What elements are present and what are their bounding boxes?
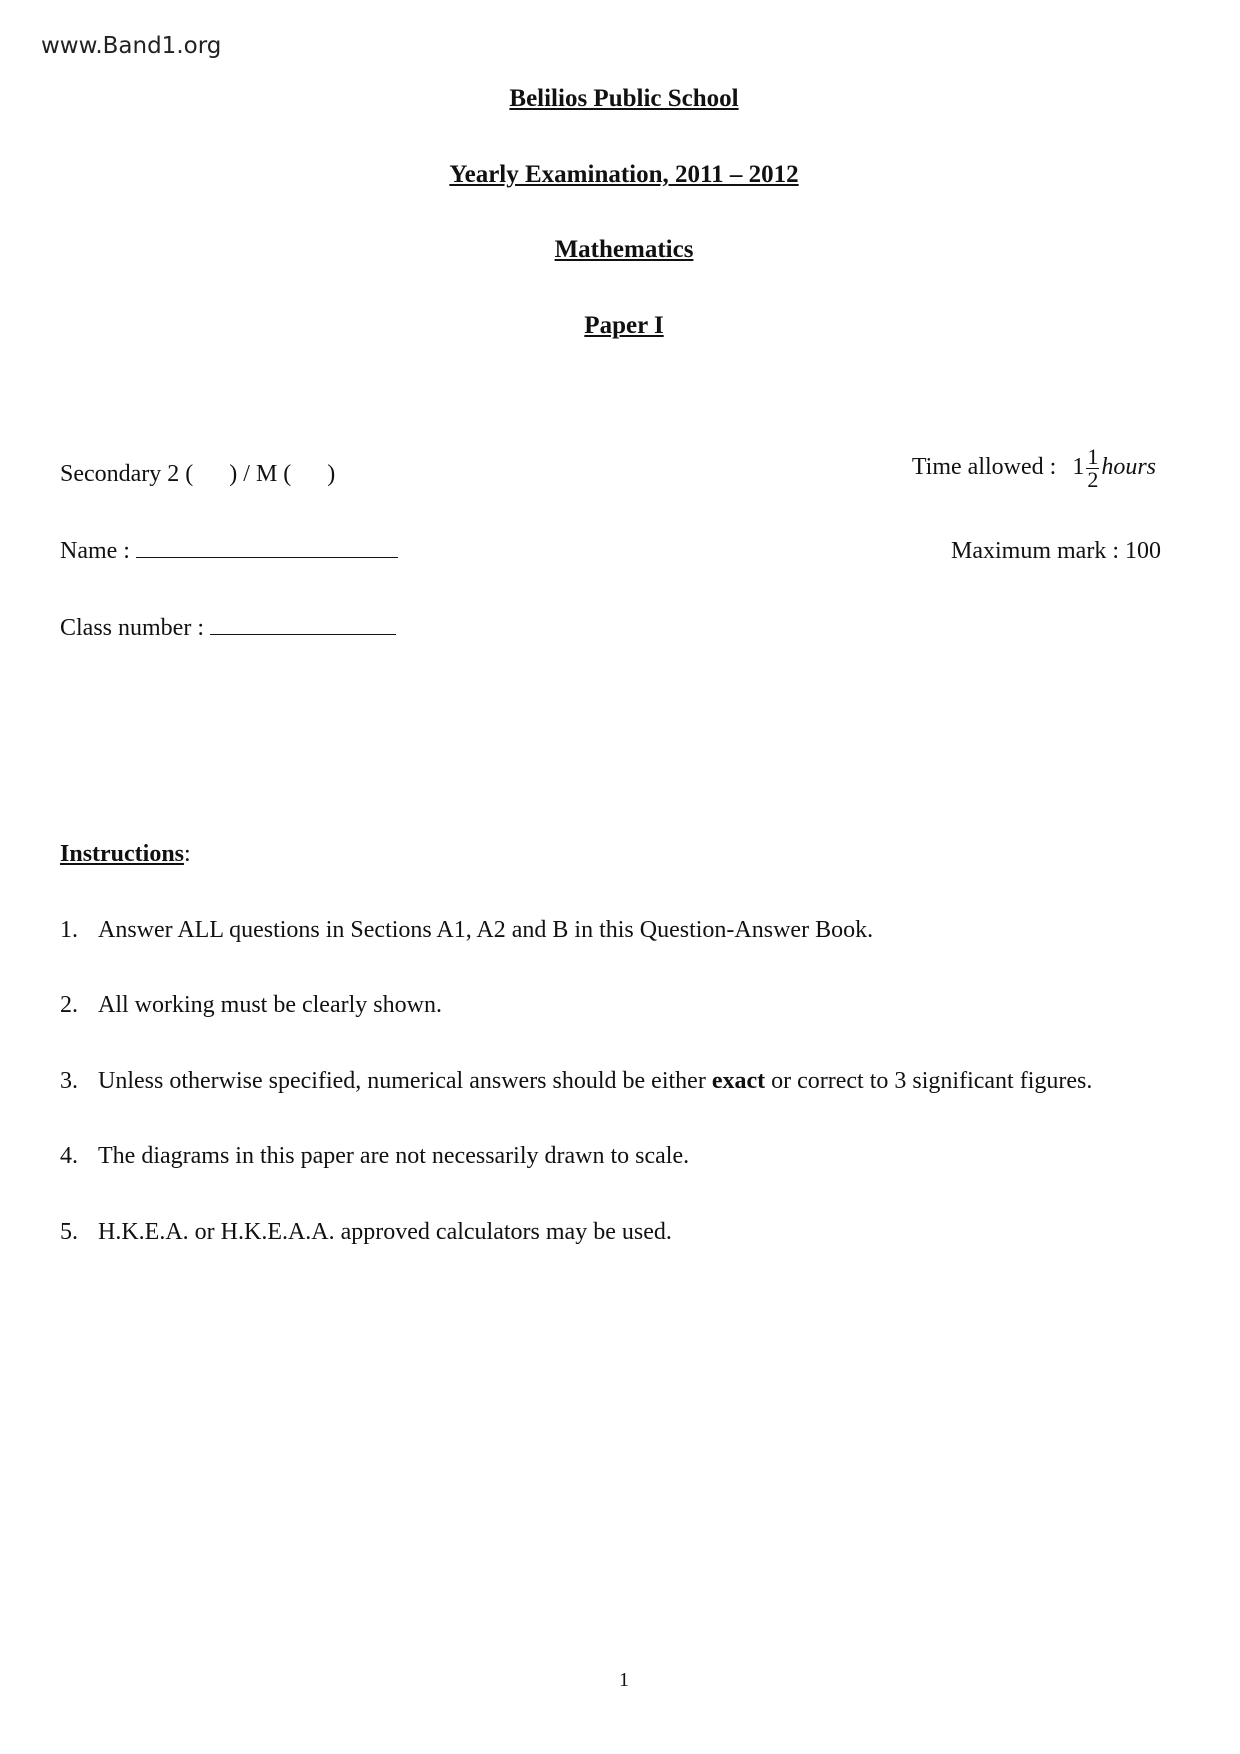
class-number-field[interactable] <box>60 616 396 640</box>
item-text-bold: exact <box>711 1068 766 1094</box>
item-number: 3. <box>60 1068 78 1094</box>
instruction-item-3 <box>60 1069 1092 1093</box>
instruction-item-4 <box>60 1144 689 1168</box>
instructions-heading-text: Instructions <box>60 841 185 867</box>
fraction-numerator: 1 <box>1087 444 1099 469</box>
page-number: 1 <box>619 1669 629 1691</box>
paper-title: Paper I <box>584 312 664 339</box>
time-whole: 1 <box>1072 454 1085 481</box>
item-number: 1. <box>60 917 78 943</box>
max-mark: Maximum mark : 100 <box>951 538 1161 564</box>
item-text: Answer ALL questions in Sections A1, A2 and B in this Question-Answer Book. <box>98 917 874 943</box>
name-field[interactable] <box>60 539 398 563</box>
item-text-post: or correct to 3 significant figures. <box>765 1068 1093 1094</box>
name-blank-line[interactable] <box>136 556 398 558</box>
school-title: Belilios Public School <box>509 85 739 112</box>
item-number: 5. <box>60 1219 78 1245</box>
class-number-label: Class number : <box>60 615 204 641</box>
item-text: H.K.E.A. or H.K.E.A.A. approved calculators may be used. <box>98 1219 672 1245</box>
class-label: Secondary 2 ( ) / M ( ) <box>60 461 336 487</box>
name-label: Name : <box>60 538 130 564</box>
instruction-item-1 <box>60 918 873 942</box>
item-number: 2. <box>60 992 78 1018</box>
time-fraction <box>1086 446 1099 491</box>
subject-title: Mathematics <box>554 236 694 263</box>
instruction-item-2 <box>60 993 442 1017</box>
time-allowed <box>912 446 1156 491</box>
time-label: Time allowed : <box>911 454 1057 481</box>
instructions-colon: : <box>184 841 191 867</box>
time-unit: hours <box>1101 454 1156 481</box>
instructions-heading <box>60 842 191 866</box>
fraction-denominator: 2 <box>1087 467 1099 492</box>
watermark: www.Band1.org <box>41 33 222 59</box>
item-number: 4. <box>60 1143 78 1169</box>
item-text: All working must be clearly shown. <box>98 992 442 1018</box>
exam-title: Yearly Examination, 2011 – 2012 <box>449 161 799 188</box>
instruction-item-5 <box>60 1220 672 1244</box>
item-text: The diagrams in this paper are not necessarily drawn to scale. <box>98 1143 690 1169</box>
item-text-pre: Unless otherwise specified, numerical answers should be either <box>98 1068 712 1094</box>
class-number-blank-line[interactable] <box>210 633 396 635</box>
